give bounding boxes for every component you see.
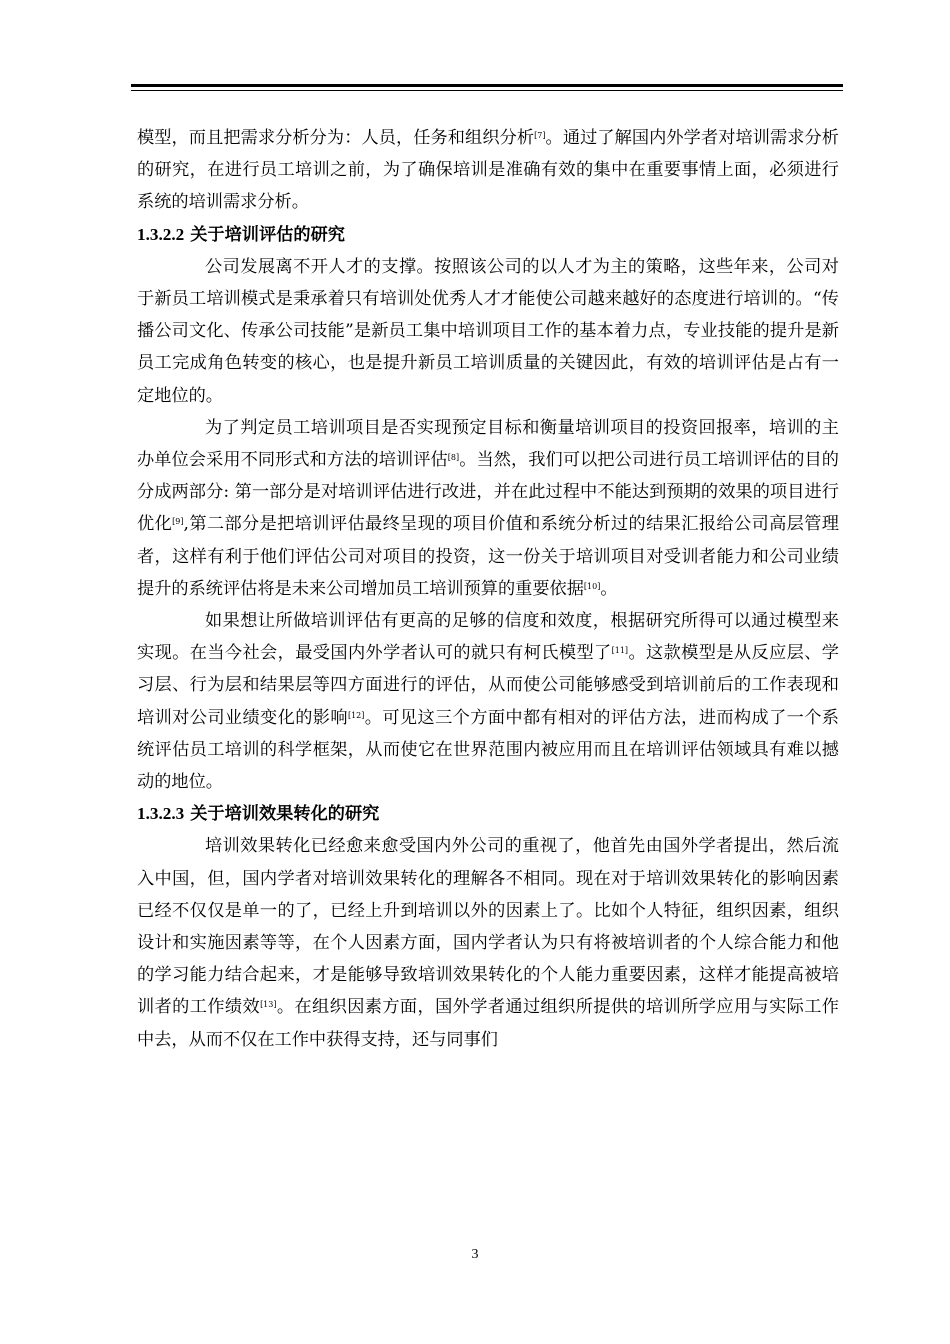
text-run: 培训效果转化已经愈来愈受国内外公司的重视了，他首先由国外学者提出，然后流入中国，但，国内学者对培训效果转化的理解各不相同。现在对于培训效果转化的影响因素已经不仅仅是单一的了，已经上升到培训以外的因素上了。比如个人特征，组织因素，组织设计和实施因素等等，在个人因素方面，国内学者认为只有将被培训者的个人综合能力和他的学习能力结合起来，才是能够导致培训效果转化的个人能力重要因素，这样才能提高被培训者的工作绩效 xyxy=(137,836,839,1018)
paragraph-kirkpatrick-model xyxy=(137,605,839,798)
citation-ref: [12] xyxy=(347,710,365,720)
citation-ref: [13] xyxy=(260,1000,277,1010)
section-number: 1.3.2.2 xyxy=(137,224,185,244)
citation-ref: [10] xyxy=(583,581,601,591)
text-run: 。这款模型是从反应层、学习层、行为层和结果层等四方面进行的评估，从而使公司能够感受到培训前后的工作表现和培训对公司业绩变化的影响 xyxy=(137,643,839,728)
text-run: 。可见这三个方面中都有相对的评估方法，进而构成了一个系统评估员工培训的科学框架，从而使它在世界范围内被应用而且在培训评估领域具有难以撼动的地位。 xyxy=(137,707,839,793)
text-run: 。当然，我们可以把公司进行员工培训评估的目的分成两部分: 第一部分是对培训评估进行改进，并在此过程中不能达到预期的效果的项目进行优化 xyxy=(137,450,839,535)
text-run: 如果想让所做培训评估有更高的足够的信度和效度，根据研究所得可以通过模型来实现。在当今社会，最受国内外学者认可的就只有柯氏模型了 xyxy=(137,611,839,664)
header-rule-thick xyxy=(131,84,843,87)
page-number: 3 xyxy=(471,1247,479,1262)
page-body xyxy=(137,122,839,1056)
section-title: 关于培训效果转化的研究 xyxy=(184,804,380,825)
section-title: 关于培训评估的研究 xyxy=(184,224,345,245)
paragraph-evaluation-purpose xyxy=(137,412,839,605)
text-run: ,第二部分是把培训评估最终呈现的项目价值和系统分析过的结果汇报给公司高层管理者，这样有利于他们评估公司对项目的投资，这一份关于培训项目对受训者能力和公司业绩提升的系统评估将是未来公司增加员工培训预算的重要依据 xyxy=(137,514,839,599)
citation-ref: [7] xyxy=(534,131,546,140)
section-heading-evaluation xyxy=(137,219,839,251)
section-number: 1.3.2.3 xyxy=(137,804,185,824)
citation-ref: [8] xyxy=(447,453,460,463)
section-heading-transfer xyxy=(137,798,839,830)
citation-ref: [9] xyxy=(172,517,184,527)
header-rule-thin xyxy=(131,90,843,91)
text-run: 。在组织因素方面，国外学者通过组织所提供的培训所学应用与实际工作中去，从而不仅在工作中获得支持，还与同事们 xyxy=(137,997,839,1050)
citation-ref: [11] xyxy=(611,646,629,656)
paragraph-needs-analysis xyxy=(137,122,839,219)
text-run: 公司发展离不开人才的支撑。按照该公司的以人才为主的策略，这些年来，公司对于新员工培训模式是秉承着只有培训处优秀人才才能使公司越来越好的态度进行培训的。“传播公司文化、传承公司技能”是新员工集中培训项目工作的基本着力点，专业技能的提升是新员工完成角色转变的核心，也是提升新员工培训质量的关键因此，有效的培训评估是占有一定地位的。 xyxy=(137,256,839,406)
paragraph-company-talent xyxy=(137,251,839,412)
text-run: 模型，而且把需求分析分为：人员，任务和组织分析 xyxy=(137,128,535,148)
text-run: 为了判定员工培训项目是否实现预定目标和衡量培训项目的投资回报率，培训的主办单位会采用不同形式和方法的培训评估 xyxy=(137,417,839,471)
text-run: 。通过了解国内外学者对培训需求分析的研究，在进行员工培训之前，为了确保培训是准确有效的集中在重要事情上面，必须进行系统的培训需求分析。 xyxy=(137,128,839,213)
paragraph-training-transfer xyxy=(137,830,839,1055)
text-run: 。 xyxy=(600,578,618,599)
